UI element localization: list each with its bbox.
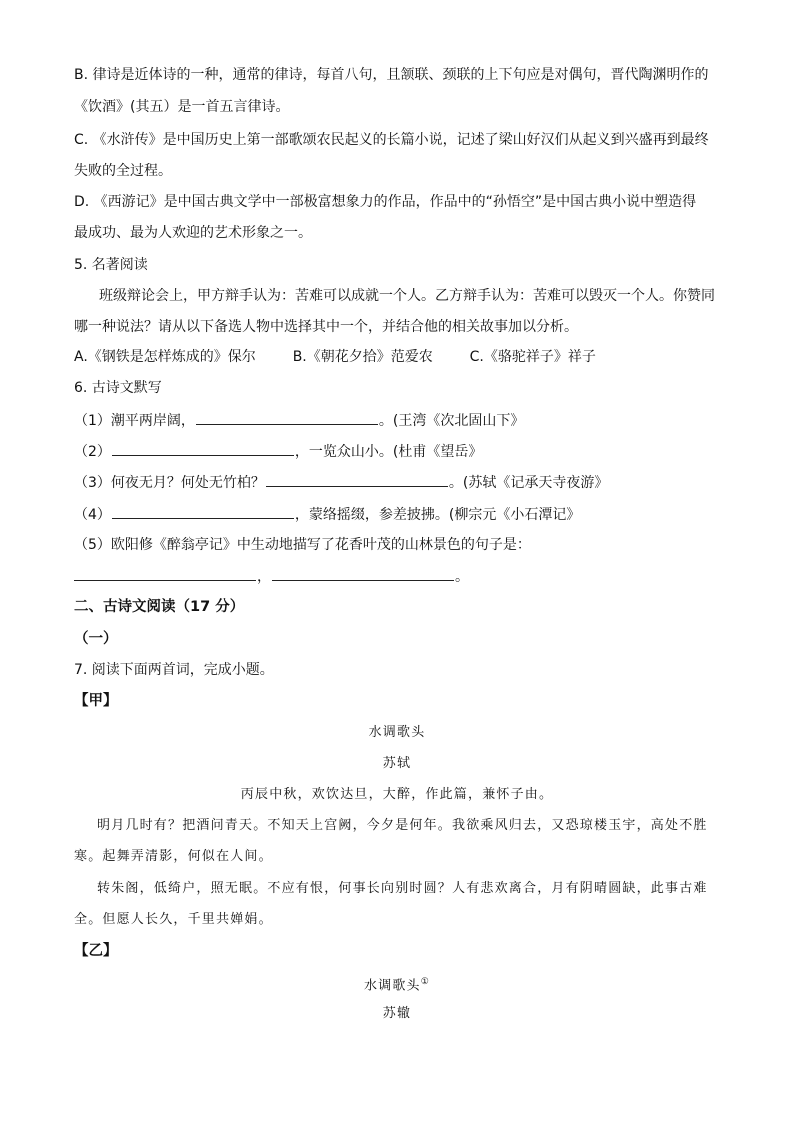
poem-jia-stanza2-line2: 全。但愿人长久，千里共婵娟。 — [74, 912, 273, 927]
q6-item4-prefix: （4） — [74, 507, 111, 523]
q6-item3 — [74, 472, 608, 493]
q5-para-line1: 班级辩论会上，甲方辩手认为：苦难可以成就一个人。乙方辩手认为：苦难可以毁灭一个人。你赞同 — [99, 288, 715, 304]
poem-yi-title: 水调歌头 — [363, 978, 421, 994]
q6-item3-suffix: 。(苏轼《记承天寺夜游》 — [448, 475, 609, 491]
answer-blank-5b[interactable] — [272, 566, 454, 581]
poem-jia-stanza1-line2: 寒。起舞弄清影，何似在人间。 — [74, 849, 273, 864]
section-heading: 二、古诗文阅读（17 分） — [74, 599, 245, 615]
footnote-marker: ① — [420, 977, 431, 987]
option-b-line2: 《饮酒》(其五）是一首五言律诗。 — [74, 99, 290, 115]
answer-blank-4[interactable] — [112, 504, 294, 519]
poem-jia-title: 水调歌头 — [368, 725, 426, 740]
q6-item3-prefix: （3）何夜无月？何处无竹柏？ — [74, 475, 265, 491]
q6-item2 — [74, 441, 482, 462]
q5-choice-a: A.《钢铁是怎样炼成的》保尔 — [74, 349, 256, 365]
q6-item2-prefix: （2） — [74, 444, 111, 460]
q5-para-line2: 哪一种说法？请从以下备选人物中选择其中一个，并结合他的相关故事加以分析。 — [74, 319, 578, 335]
answer-blank-1[interactable] — [196, 410, 378, 425]
q6-item4 — [74, 504, 580, 525]
section-subheading: （一） — [74, 631, 118, 647]
q6-title: 6. 古诗文默写 — [74, 380, 162, 396]
q6-item5: （5）欧阳修《醉翁亭记》中生动地描写了花香叶茂的山林景色的句子是： — [74, 537, 531, 553]
q5-choice-b: B.《朝花夕拾》范爱农 — [292, 349, 433, 365]
q6-item1 — [74, 410, 524, 431]
poem-jia-stanza2-line1: 转朱阁，低绮户，照无眠。不应有恨，何事长向别时圆？人有悲欢离合，月有阴晴圆缺，此事古难 — [97, 881, 708, 896]
answer-blank-5a[interactable] — [74, 566, 256, 581]
option-c-line2: 失败的全过程。 — [74, 163, 172, 179]
label-jia: 【甲】 — [74, 693, 118, 709]
q5-title: 5. 名著阅读 — [74, 257, 148, 273]
q6-item4-suffix: ，蒙络摇缀，参差披拂。(柳宗元《小石潭记》 — [294, 507, 581, 523]
option-d-line1: D. 《西游记》是中国古典文学中一部极富想象力的作品，作品中的“孙悟空”是中国古典小说中塑造得 — [74, 194, 697, 210]
poem-jia-author: 苏轼 — [382, 756, 412, 771]
q6-item1-prefix: （1）潮平两岸阔， — [74, 413, 195, 429]
answer-blank-2[interactable] — [112, 441, 294, 456]
q6-item5-answers — [74, 566, 469, 587]
q6-item5-end: 。 — [455, 569, 469, 585]
poem-jia-stanza1-line1: 明月几时有？把酒问青天。不知天上宫阙，今夕是何年。我欲乘风归去，又恐琼楼玉宇，高处不胜 — [97, 818, 708, 833]
option-c-line1: C. 《水浒传》是中国历史上第一部歌颂农民起义的长篇小说，记述了梁山好汉们从起义到兴盛再到最终 — [74, 132, 709, 148]
q6-item1-suffix: 。(王湾《次北固山下》 — [378, 413, 525, 429]
answer-blank-3[interactable] — [266, 472, 448, 487]
option-b-line1: B. 律诗是近体诗的一种，通常的律诗，每首八句，且颔联、颈联的上下句应是对偶句，晋代陶渊明作的 — [74, 67, 709, 83]
poem-jia-preface: 丙辰中秋，欢饮达旦，大醉，作此篇，兼怀子由。 — [240, 787, 554, 802]
option-d-line2: 最成功、最为人欢迎的艺术形象之一。 — [74, 225, 312, 241]
q6-item2-suffix: ，一览众山小。(杜甫《望岳》 — [294, 444, 483, 460]
poem-yi-author: 苏辙 — [382, 1006, 412, 1021]
label-yi: 【乙】 — [74, 943, 118, 959]
q7-instruction: 7. 阅读下面两首词，完成小题。 — [74, 662, 274, 678]
poem-yi-title-row — [0, 972, 794, 996]
q5-choices — [74, 347, 596, 367]
q5-choice-c: C.《骆驼祥子》祥子 — [469, 349, 596, 365]
q6-item5-comma: ， — [257, 569, 271, 585]
